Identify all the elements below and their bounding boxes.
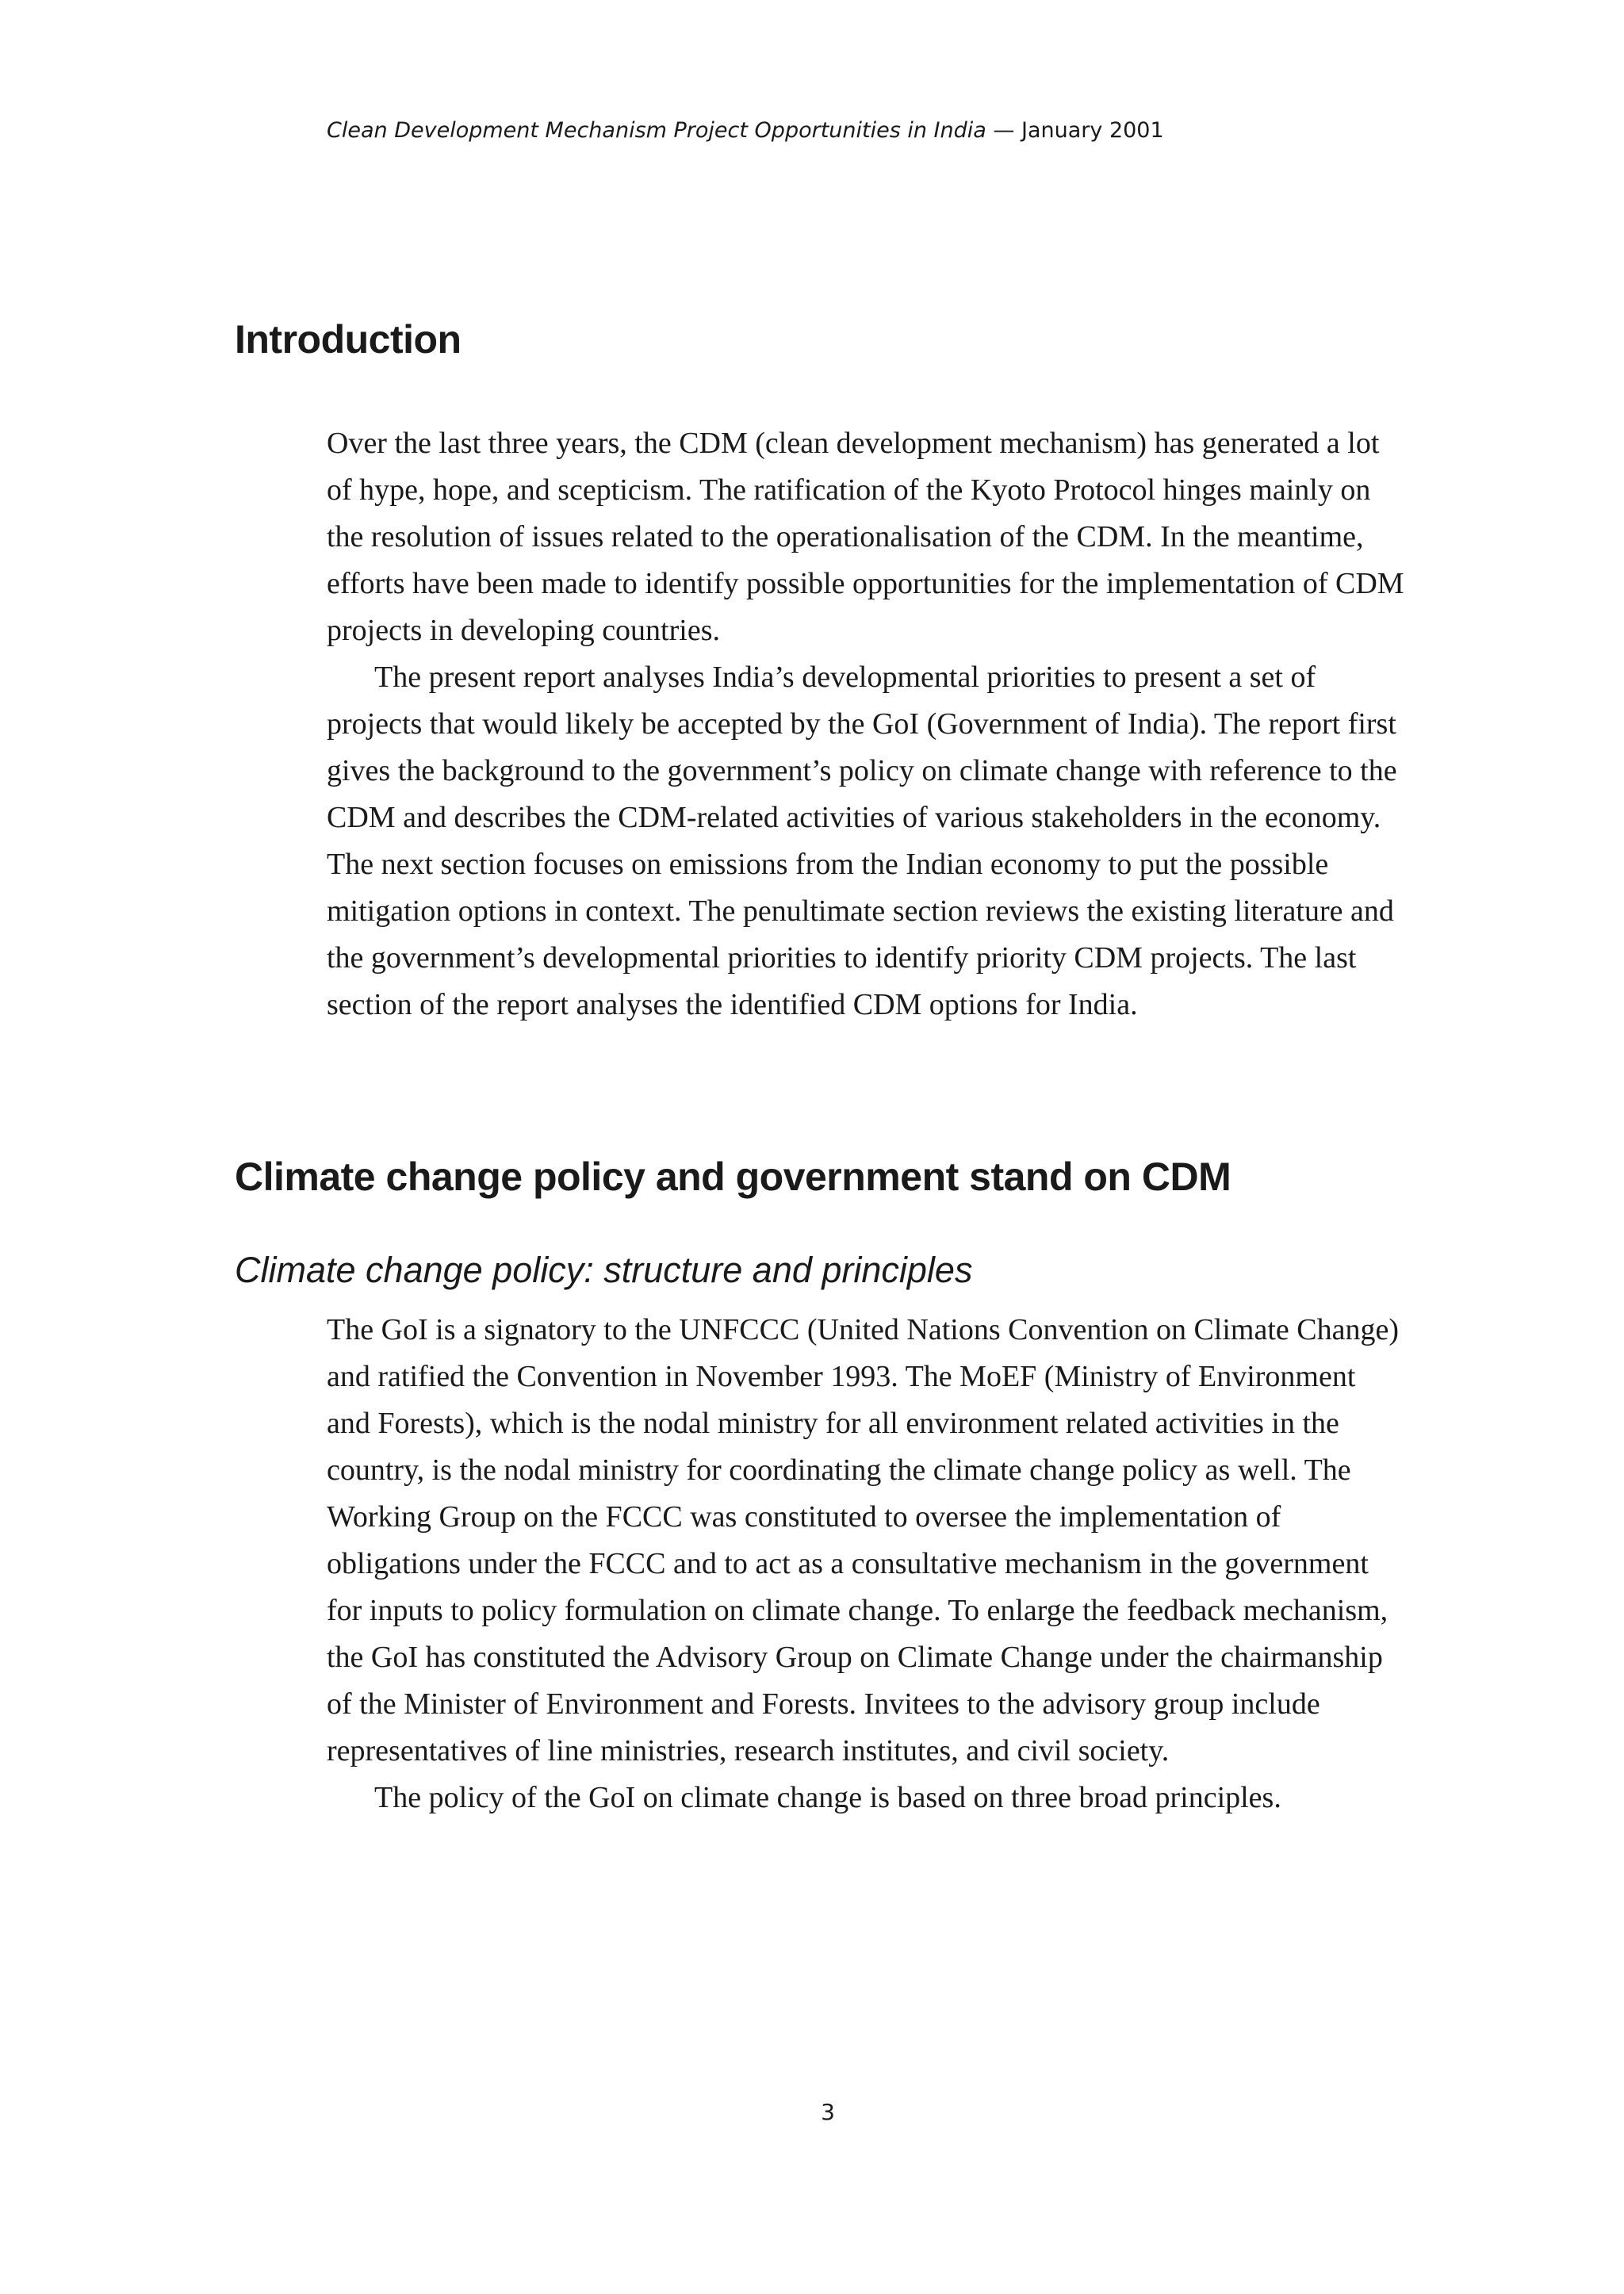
page-number: 3	[821, 2099, 835, 2125]
climate-policy-paragraph-2: The policy of the GoI on climate change is based on three broad principles.	[374, 1781, 1281, 1814]
climate-policy-subheading: Climate change policy: structure and principles	[235, 1250, 973, 1290]
introduction-heading: Introduction	[235, 317, 462, 362]
running-header-date: — January 2001	[993, 118, 1164, 143]
introduction-body	[327, 420, 1405, 1028]
climate-policy-paragraph-1: The GoI is a signatory to the UNFCCC (United Nations Convention on Climate Change) and ratified the Convention in November 1993. The MoEF (Ministry of Environment and Forests), which is the nodal ministry for all environment related activities in the country, is the nodal ministry for coordinating the climate change policy as well. The Working Group on the FCCC was constituted to oversee the implementation of obligations under the FCCC and to act as a consultative mechanism in the government for inputs to policy formulation on climate change. To enlarge the feedback mechanism, the GoI has constituted the Advisory Group on Climate Change under the chairmanship of the Minister of Environment and Forests. Invitees to the advisory group include representatives of line ministries, research institutes, and civil society.	[327, 1313, 1400, 1767]
introduction-paragraph-2: The present report analyses India’s developmental priorities to present a set of projects that would likely be accepted by the GoI (Government of India). The report first gives the background to the government’s policy on climate change with reference to the CDM and describes the CDM-related activities of various stakeholders in the economy. The next section focuses on emissions from the Indian economy to put the possible mitigation options in context. The penultimate section reviews the existing literature and the government’s developmental priorities to identify priority CDM projects. The last section of the report analyses the identified CDM options for India.	[327, 661, 1397, 1021]
introduction-paragraph-1: Over the last three years, the CDM (clean development mechanism) has generated a lot of hype, hope, and scepticism. The ratification of the Kyoto Protocol hinges mainly on the resolution of issues related to the operationalisation of the CDM. In the meantime, efforts have been made to identify possible opportunities for the implementation of CDM projects in developing countries.	[327, 427, 1404, 647]
running-header-title: Clean Development Mechanism Project Opportunities in India	[327, 118, 986, 143]
climate-policy-body	[327, 1307, 1405, 1821]
climate-policy-heading: Climate change policy and government stand on CDM	[235, 1155, 1231, 1199]
running-header	[327, 115, 1164, 147]
